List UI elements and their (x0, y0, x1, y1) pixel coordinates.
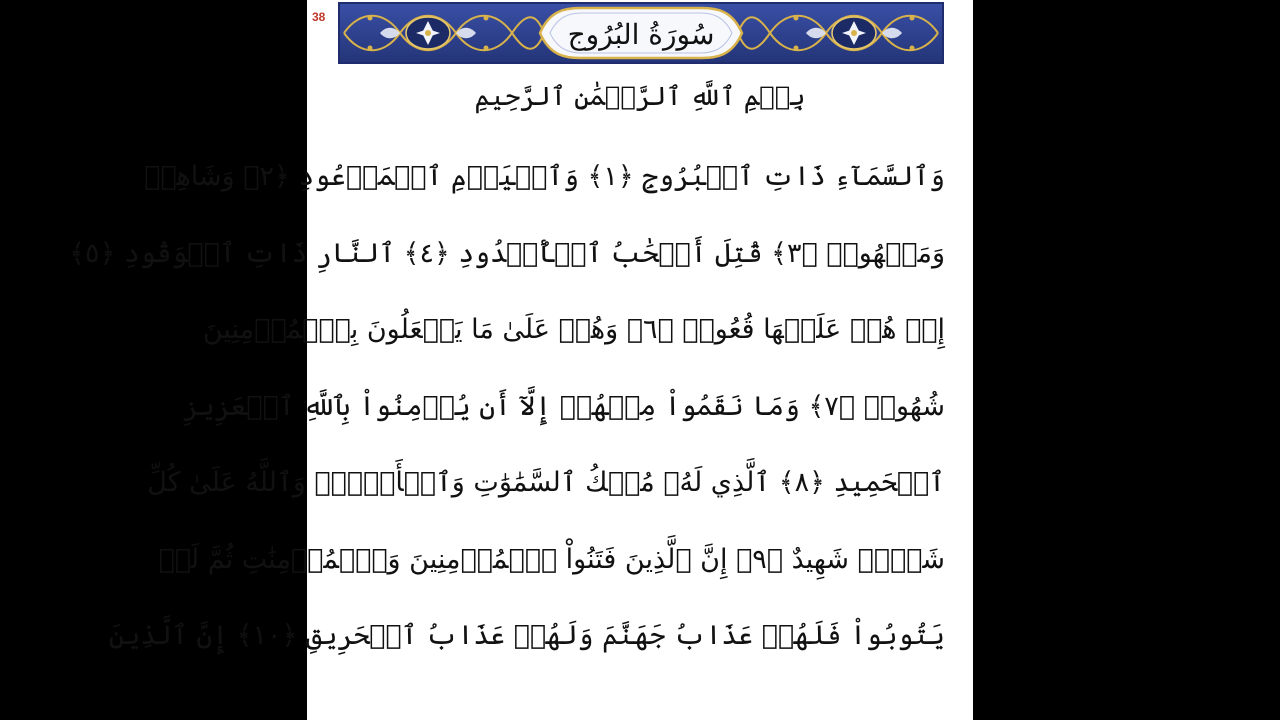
page-number: 38 (312, 10, 326, 24)
verse-line: شُهُودٞ ﴿٧﴾ وَمَا نَقَمُواْ مِنۡهُمۡ إِلَّآ أَن يُؤۡمِنُواْ بِٱللَّهِ ٱلۡعَزِيزِ (183, 390, 945, 422)
verse-line: إِذۡ هُمۡ عَلَيۡهَا قُعُودٞ ﴿٦﴾ وَهُمۡ عَلَىٰ مَا يَفۡعَلُونَ بِٱلۡمُؤۡمِنِينَ (202, 314, 945, 345)
surah-header-banner (338, 2, 944, 64)
verse-line: ٱلۡحَمِيدِ ﴿٨﴾ ٱلَّذِي لَهُۥ مُلۡكُ ٱلسَّمَٰوَٰتِ وَٱلۡأَرۡضِۚ وَٱللَّهُ عَلَىٰ كُلِّ (147, 467, 945, 498)
surah-title: سُورَةُ البُرُوج (567, 17, 715, 51)
verse-line: وَمَشۡهُودٖ ﴿٣﴾ قُتِلَ أَصۡحَٰبُ ٱلۡأُخۡدُودِ ﴿٤﴾ ٱلنَّارِ ذَاتِ ٱلۡوَقُودِ ﴿٥﴾ (69, 237, 945, 269)
mushaf-page (69, 0, 973, 720)
verse-lines (69, 147, 945, 683)
verse-line: وَٱلسَّمَآءِ ذَاتِ ٱلۡبُرُوجِ ﴿١﴾ وَٱلۡيَوۡمِ ٱلۡمَوۡعُودِ ﴿٢﴾ وَشَاهِدٖ (144, 161, 945, 192)
verse-line: شَيۡءٖ شَهِيدٌ ﴿٩﴾ إِنَّ ٱلَّذِينَ فَتَنُواْ ٱلۡمُؤۡمِنِينَ وَٱلۡمُؤۡمِنَٰتِ ثُمَّ لَمۡ (158, 543, 945, 575)
basmala: بِسۡمِ ٱللَّهِ ٱلرَّحۡمَٰنِ ٱلرَّحِيمِ (474, 82, 806, 112)
verse-line: يَتُوبُواْ فَلَهُمۡ عَذَابُ جَهَنَّمَ وَلَهُمۡ عَذَابُ ٱلۡحَرِيقِ ﴿١٠﴾ إِنَّ ٱلَّذِينَ (108, 620, 945, 651)
